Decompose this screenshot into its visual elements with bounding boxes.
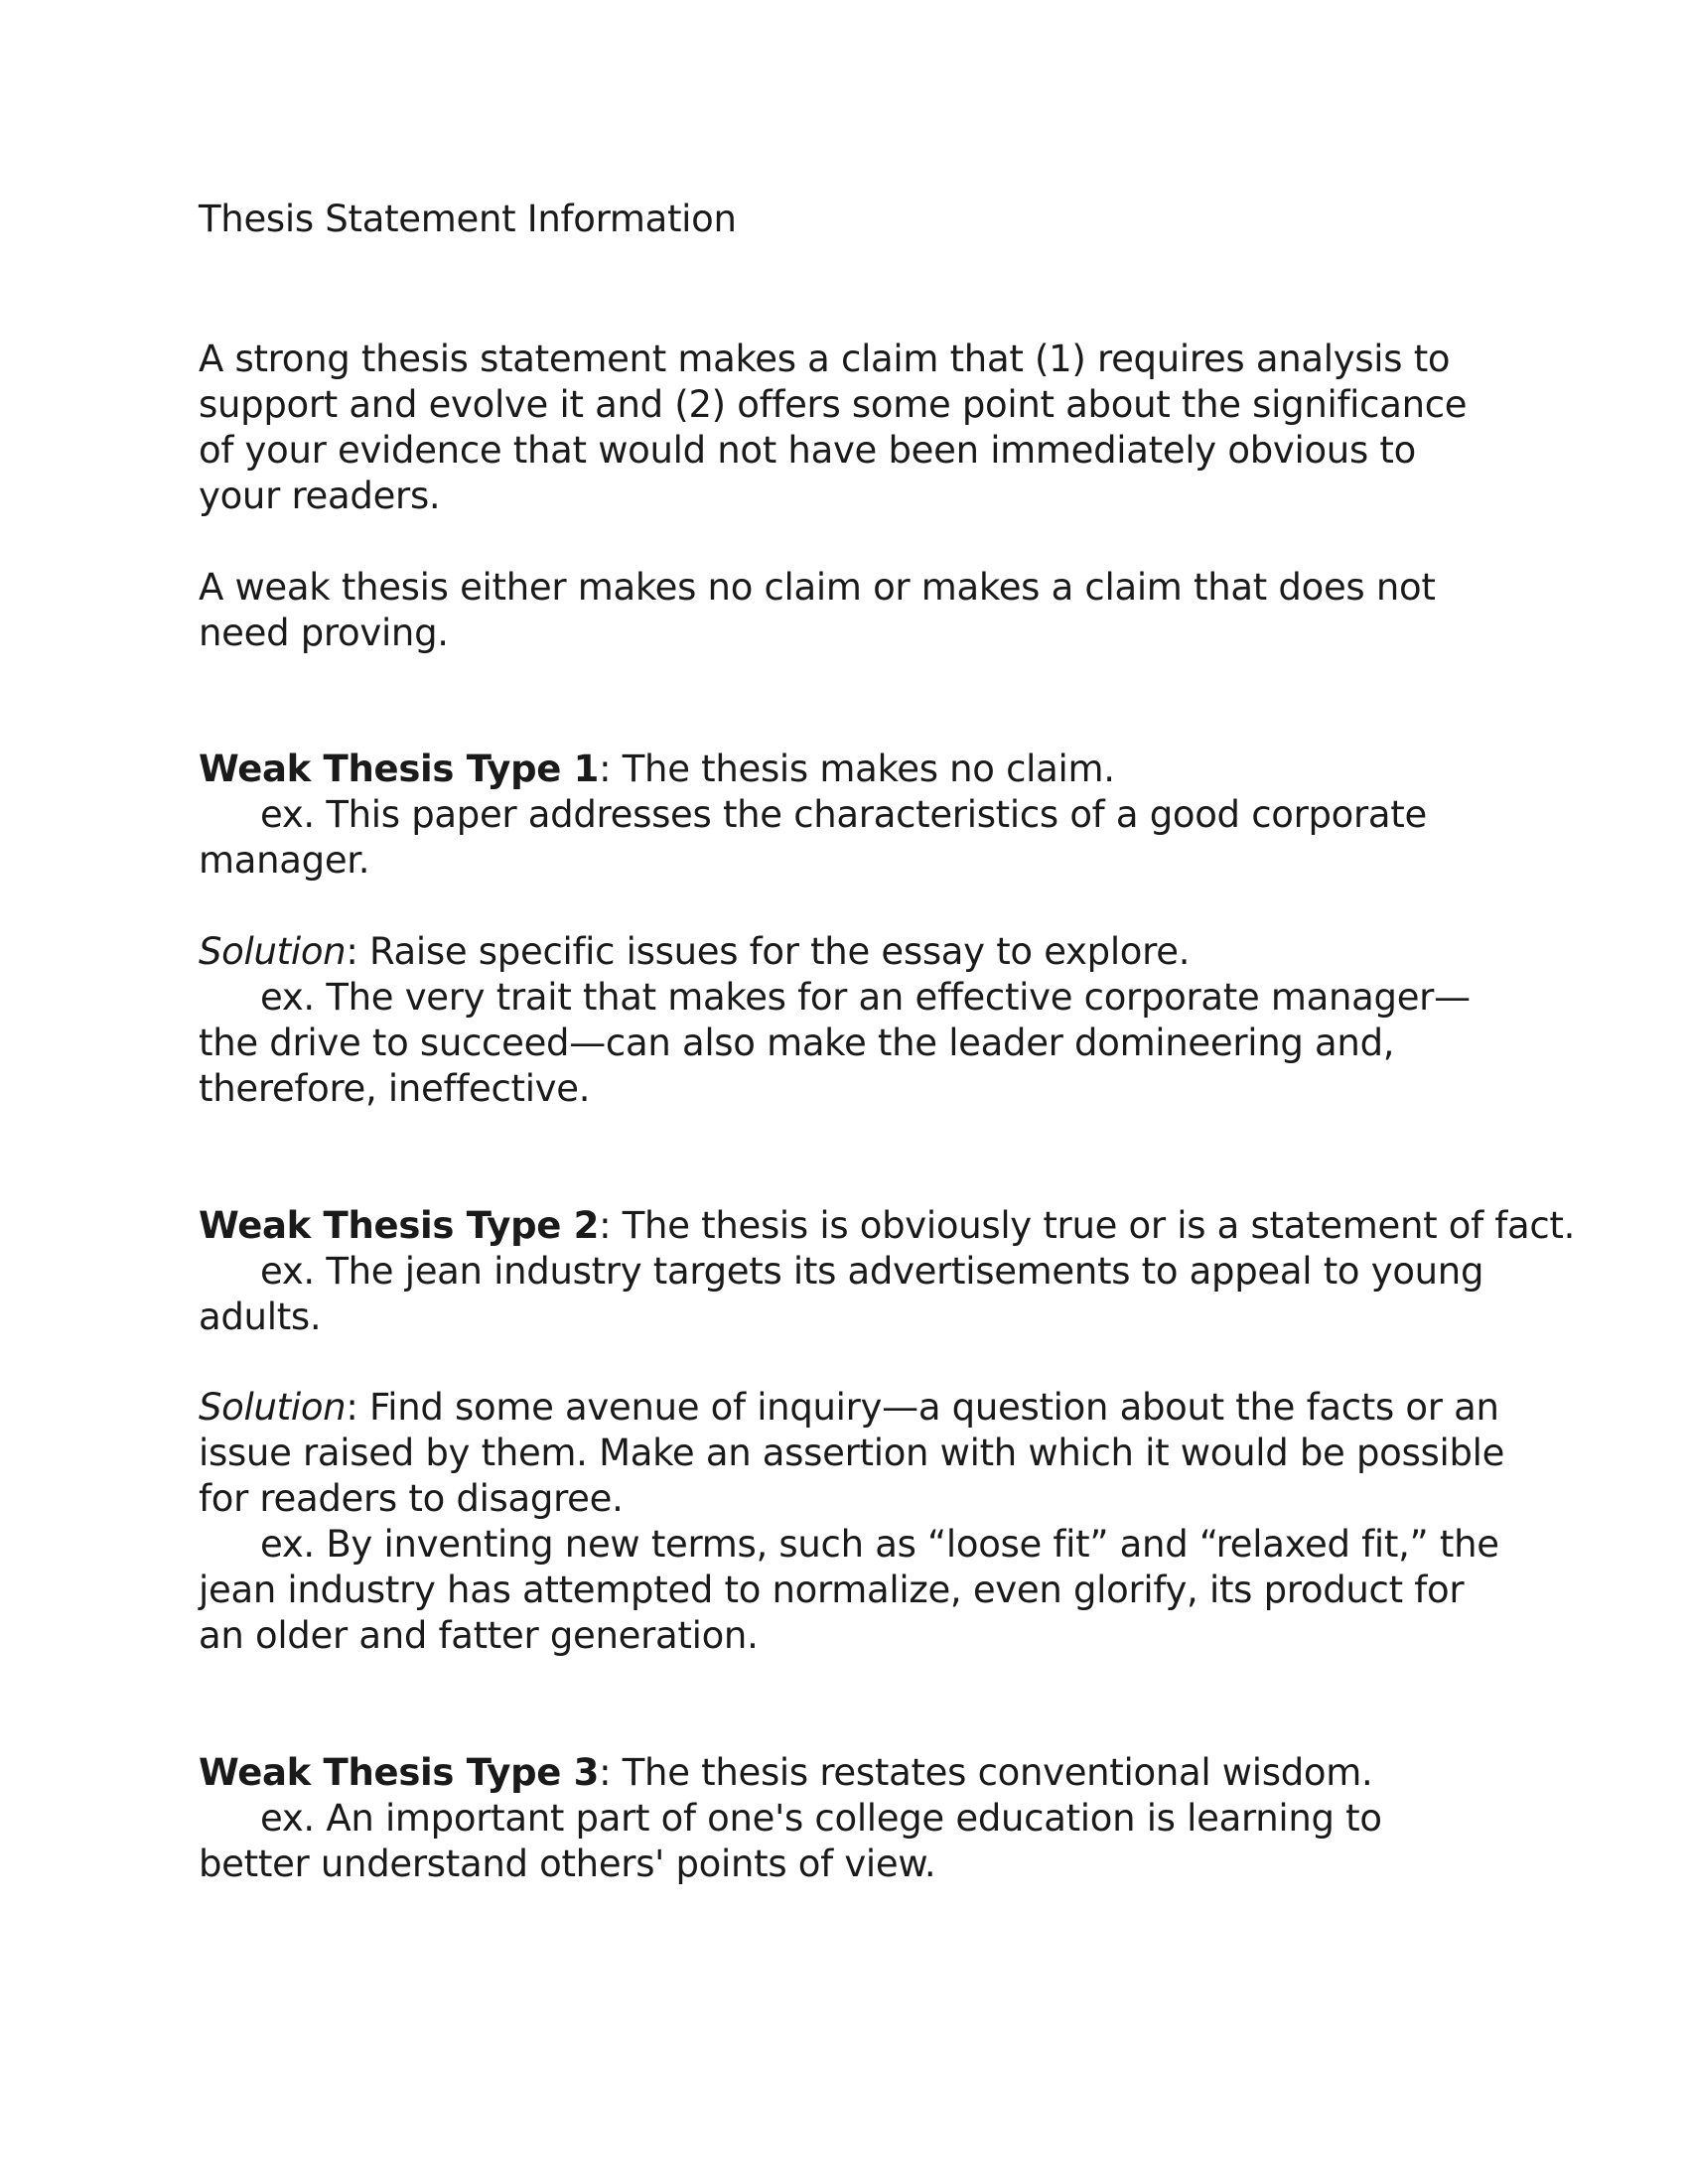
type-1-solution-line (199, 929, 1519, 975)
solution-label: Solution (199, 1386, 347, 1429)
type-1-solution-example-line: the drive to succeed—can also make the leader domineering and, (199, 1022, 1395, 1064)
type-2-description: The thesis is obviously true or is a statement of fact. (611, 1204, 1576, 1247)
type-3-description: The thesis restates conventional wisdom. (611, 1751, 1373, 1794)
strong-thesis-paragraph (199, 337, 1519, 519)
type-1-solution-example-line: ex. The very trait that makes for an effective corporate manager— (260, 976, 1471, 1019)
weak-thesis-type-1-section (199, 747, 1519, 884)
solution-text: Raise specific issues for the essay to explore. (357, 930, 1191, 973)
solution-colon: : (346, 1386, 358, 1429)
type-3-example-line: ex. An important part of one's college education is learning to (260, 1797, 1382, 1840)
type-2-solution-line: for readers to disagree. (199, 1477, 624, 1520)
type-1-heading-line (199, 747, 1519, 792)
type-1-solution-section (199, 929, 1519, 1112)
type-3-example-line: better understand others' points of view. (199, 1843, 936, 1885)
type-2-label: Weak Thesis Type 2 (199, 1204, 600, 1247)
type-2-solution-line: issue raised by them. Make an assertion with which it would be possible (199, 1432, 1505, 1474)
type-1-example-line: ex. This paper addresses the characteristics of a good corporate (260, 793, 1427, 836)
paragraph-line: need proving. (199, 612, 449, 654)
type-1-solution-example-line: therefore, ineffective. (199, 1067, 591, 1110)
type-1-example-line: manager. (199, 839, 370, 882)
type-2-colon: : (599, 1204, 612, 1247)
type-2-example-line: adults. (199, 1296, 322, 1338)
paragraph-line: of your evidence that would not have been immediately obvious to (199, 429, 1416, 472)
paragraph-line: your readers. (199, 475, 441, 517)
paragraph-line: A strong thesis statement makes a claim that (1) requires analysis to (199, 338, 1451, 380)
solution-text: Find some avenue of inquiry—a question about the facts or an (357, 1386, 1499, 1429)
weak-thesis-type-3-section (199, 1750, 1519, 1887)
type-1-colon: : (599, 748, 612, 790)
type-3-heading-line (199, 1750, 1519, 1796)
type-3-label: Weak Thesis Type 3 (199, 1751, 600, 1794)
type-2-solution-example-line: ex. By inventing new terms, such as “loose fit” and “relaxed fit,” the (260, 1523, 1499, 1566)
type-1-description: The thesis makes no claim. (611, 748, 1115, 790)
type-3-colon: : (599, 1751, 612, 1794)
type-2-solution-line (199, 1385, 1519, 1431)
type-2-solution-example-line: an older and fatter generation. (199, 1614, 759, 1657)
paragraph-line: A weak thesis either makes no claim or makes a claim that does not (199, 566, 1436, 609)
document-title: Thesis Statement Information (199, 198, 737, 240)
type-2-example-line: ex. The jean industry targets its advertisements to appeal to young (260, 1250, 1484, 1293)
weak-thesis-paragraph (199, 565, 1519, 656)
type-1-label: Weak Thesis Type 1 (199, 748, 600, 790)
type-2-solution-example-line: jean industry has attempted to normalize, even glorify, its product for (199, 1569, 1465, 1611)
solution-label: Solution (199, 930, 347, 973)
type-2-solution-section (199, 1385, 1519, 1659)
type-2-heading-line (199, 1203, 1576, 1249)
weak-thesis-type-2-section (199, 1203, 1576, 1340)
solution-colon: : (346, 930, 358, 973)
paragraph-line: support and evolve it and (2) offers some point about the significance (199, 383, 1468, 426)
